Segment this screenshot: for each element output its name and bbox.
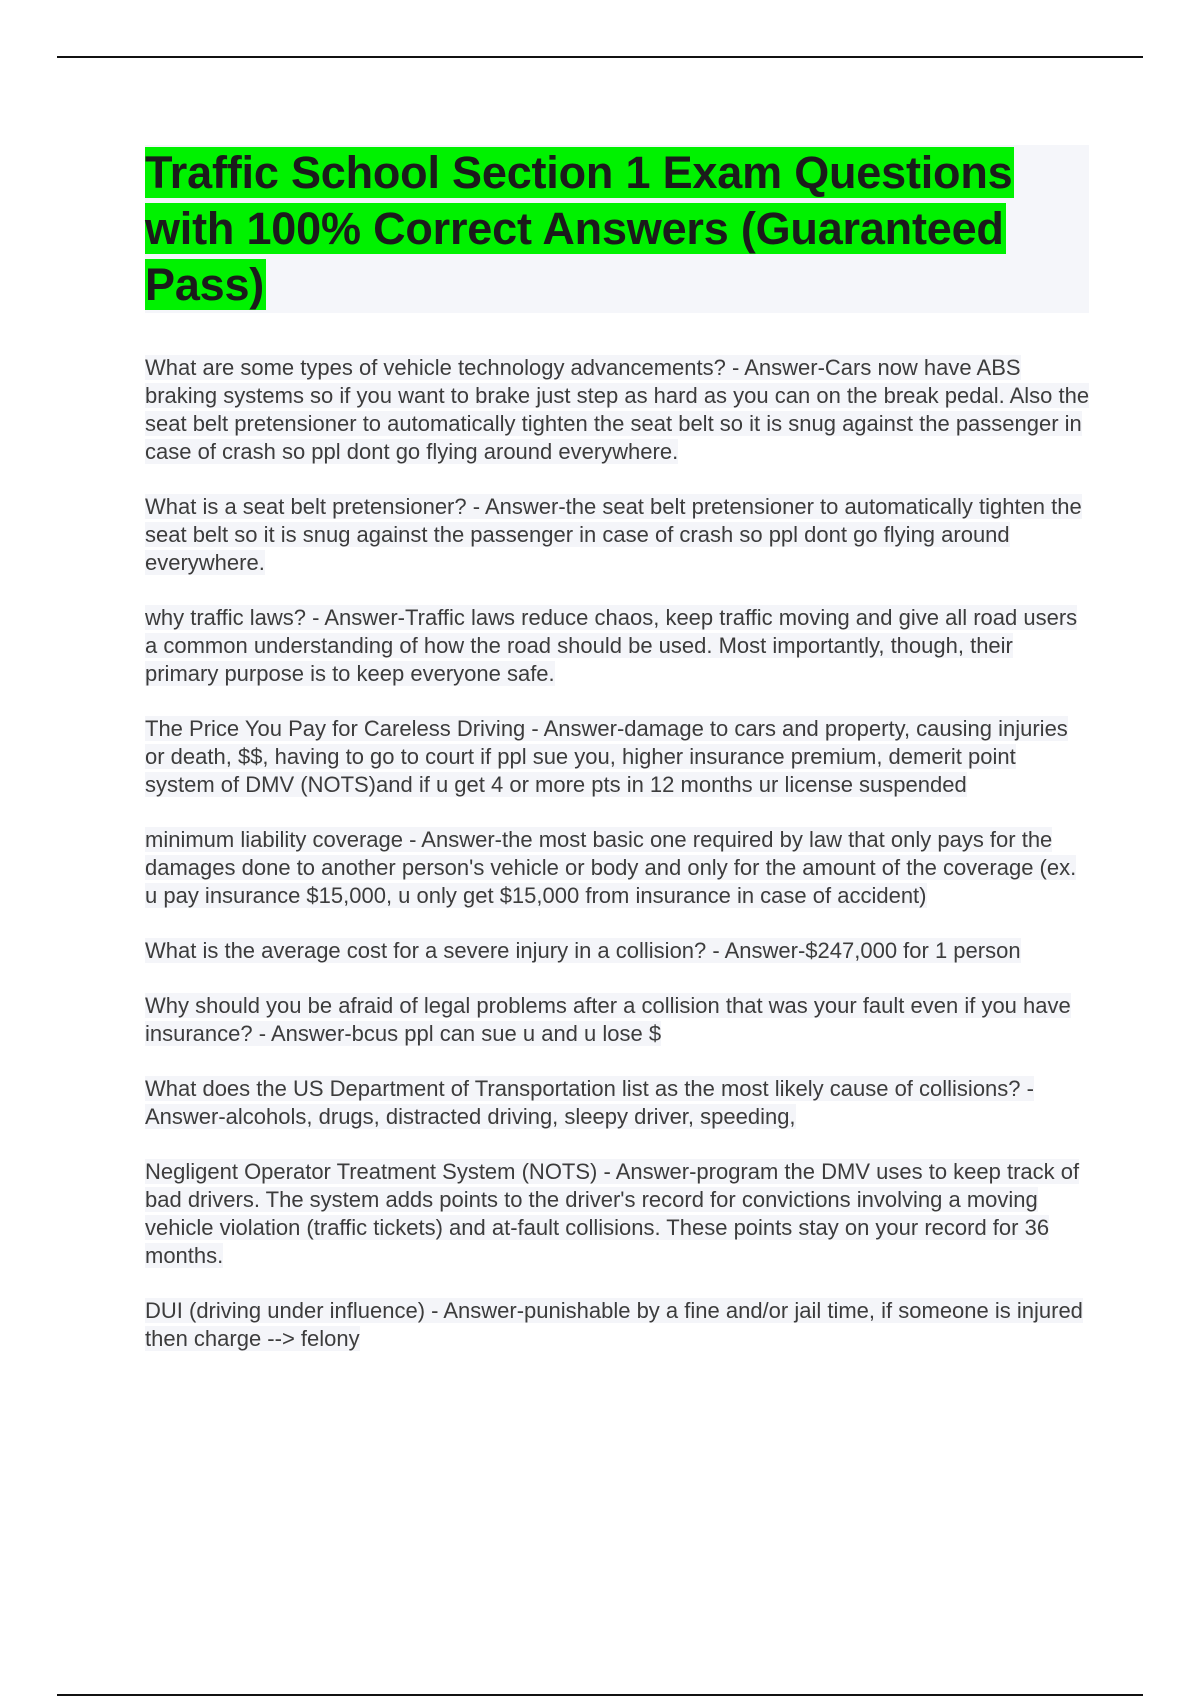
qa-text: Why should you be afraid of legal problems after a collision that was your fault even if you have insurance? - Answer-bcus ppl can sue u and u lose $ [145,993,1071,1046]
title-highlight: Traffic School Section 1 Exam Questions with 100% Correct Answers (Guaranteed Pass) [145,147,1013,310]
document-title [145,145,1089,313]
qa-text: Negligent Operator Treatment System (NOTS) - Answer-program the DMV uses to keep track of bad drivers. The system adds points to the driver's record for convictions involving a moving vehicle violation (traffic tickets) and at-fault collisions. These points stay on your record for 36 months. [145,1159,1080,1268]
qa-text: What are some types of vehicle technology advancements? - Answer-Cars now have ABS braking systems so if you want to brake just step as hard as you can on the break pedal. Also the seat belt pretensioner to automatically tighten the seat belt so it is snug against the passenger in case of crash so ppl dont go flying around everywhere. [145,355,1090,464]
qa-item [145,493,1090,577]
qa-text: What is a seat belt pretensioner? - Answer-the seat belt pretensioner to automatically tighten the seat belt so it is snug against the passenger in case of crash so ppl dont go flying around everywhere. [145,494,1082,575]
qa-item [145,1158,1090,1270]
qa-list [145,354,1090,1380]
qa-text: What is the average cost for a severe injury in a collision? - Answer-$247,000 for 1 person [145,938,1021,963]
qa-text: What does the US Department of Transportation list as the most likely cause of collisions? - Answer-alcohols, drugs, distracted driving, sleepy driver, speeding, [145,1076,1034,1129]
qa-item [145,1075,1090,1131]
title-block [145,145,1089,313]
qa-item [145,715,1090,799]
top-rule [57,56,1143,58]
qa-item [145,354,1090,466]
qa-item [145,826,1090,910]
bottom-rule [57,1694,1143,1696]
qa-text: The Price You Pay for Careless Driving - Answer-damage to cars and property, causing injuries or death, $$, having to go to court if ppl sue you, higher insurance premium, demerit point system of DMV (NOTS)and if u get 4 or more pts in 12 months ur license suspended [145,716,1068,797]
qa-text: why traffic laws? - Answer-Traffic laws reduce chaos, keep traffic moving and give all road users a common understanding of how the road should be used. Most importantly, though, their primary purpose is to keep everyone safe. [145,605,1078,686]
qa-item [145,1297,1090,1353]
qa-item [145,604,1090,688]
qa-text: minimum liability coverage - Answer-the most basic one required by law that only pays for the damages done to another person's vehicle or body and only for the amount of the coverage (ex. u pay insurance $15,000, u only get $15,000 from insurance in case of accident) [145,827,1077,908]
qa-item [145,937,1090,965]
qa-text: DUI (driving under influence) - Answer-punishable by a fine and/or jail time, if someone is injured then charge --> felony [145,1298,1083,1351]
qa-item [145,992,1090,1048]
